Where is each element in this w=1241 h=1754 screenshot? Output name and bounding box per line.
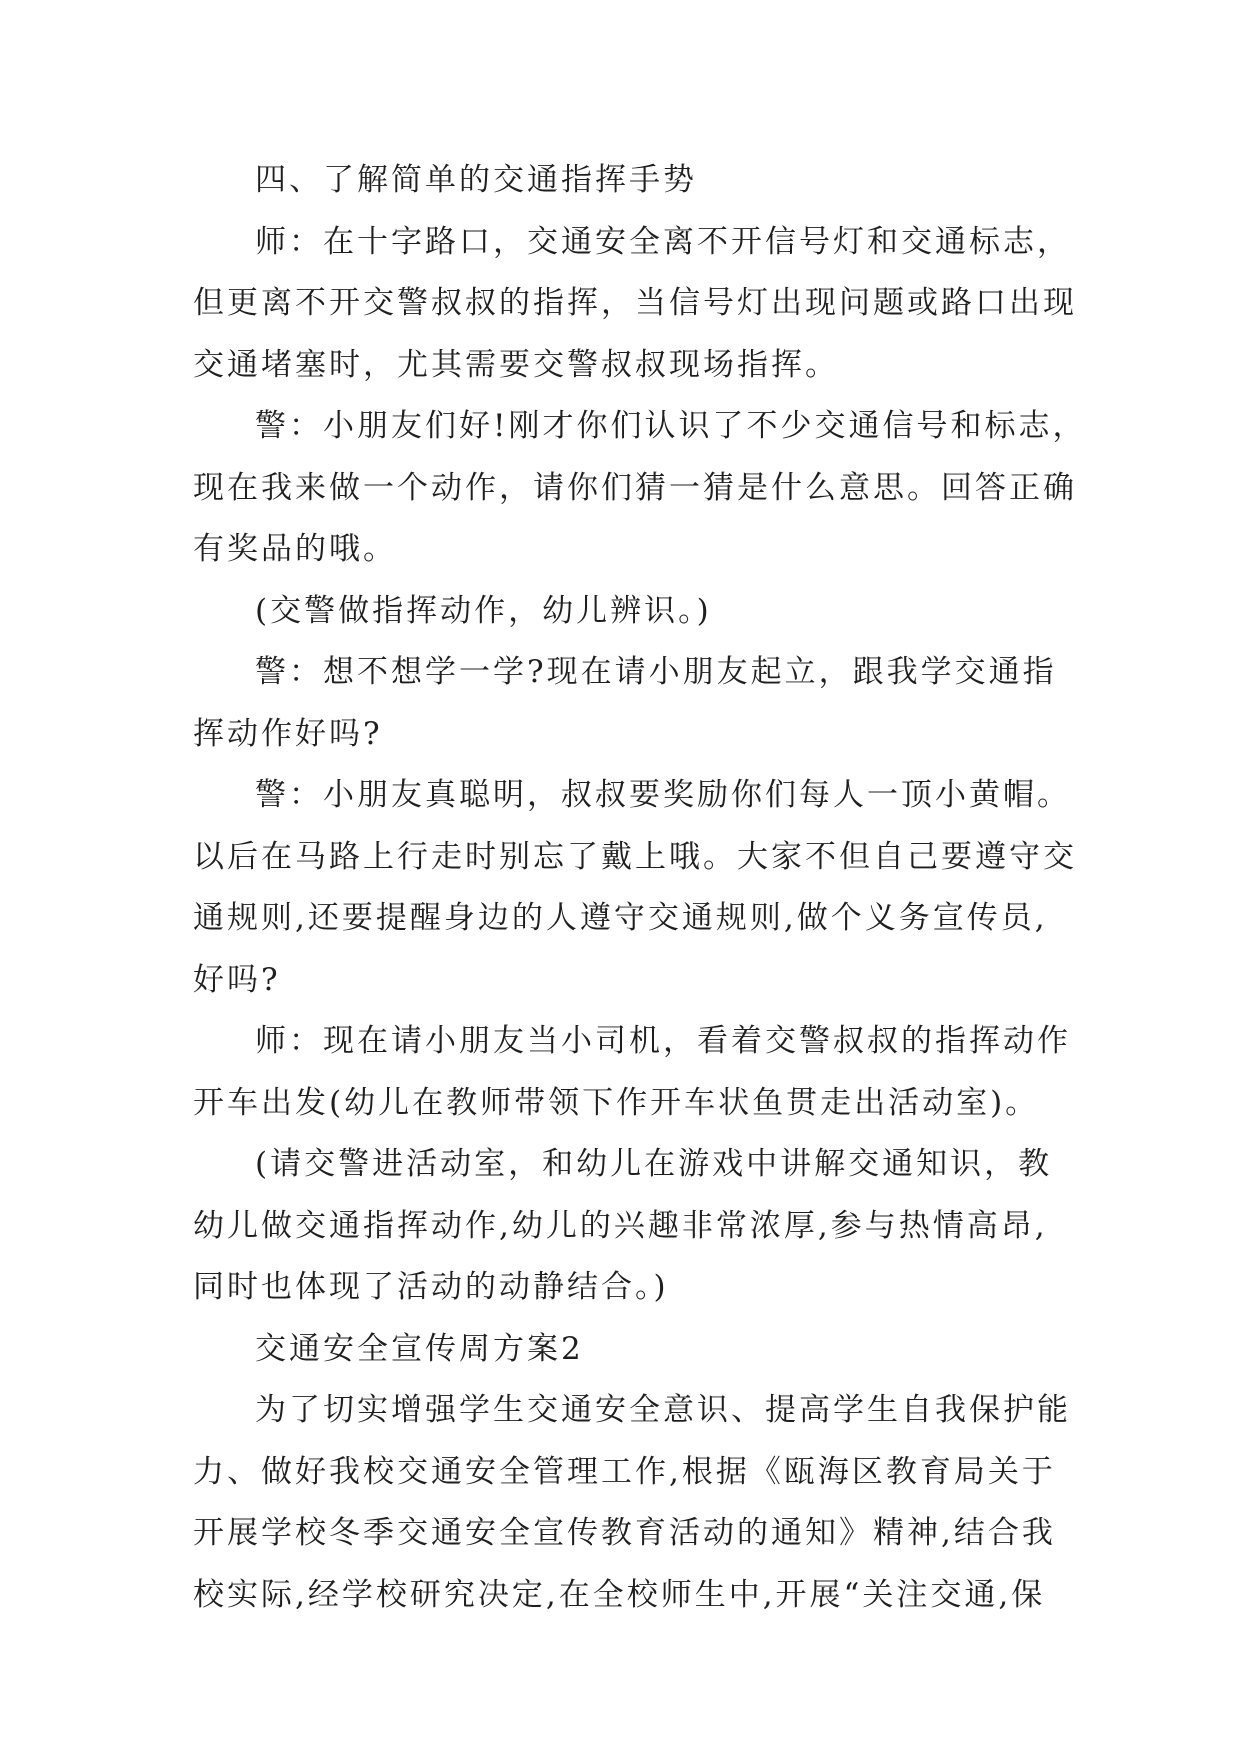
paragraph-line: 警：小朋友真聪明，叔叔要奖励你们每人一顶小黄帽。	[255, 777, 1071, 813]
paragraph-line: 好吗?	[193, 961, 281, 998]
paragraph-line: (请交警进活动室，和幼儿在游戏中讲解交通知识，教	[255, 1146, 1053, 1182]
paragraph-line: 现在我来做一个动作，请你们猜一猜是什么意思。回答正确	[193, 469, 1077, 506]
paragraph-line: 开展学校冬季交通安全宣传教育活动的通知》精神,结合我	[193, 1515, 1056, 1551]
document-body	[193, 150, 1087, 1626]
section-title: 交通安全宣传周方案2	[255, 1330, 584, 1367]
paragraph-line: 同时也体现了活动的动静结合。)	[193, 1269, 669, 1305]
paragraph-line: 力、做好我校交通安全管理工作,根据《瓯海区教育局关于	[193, 1453, 1056, 1490]
paragraph-line: 交通堵塞时，尤其需要交警叔叔现场指挥。	[193, 346, 839, 383]
section-heading: 四、了解简单的交通指挥手势	[255, 162, 697, 198]
paragraph-line: 校实际,经学校研究决定,在全校师生中,开展“关注交通,保	[193, 1576, 1046, 1613]
paragraph-line: 幼儿做交通指挥动作,幼儿的兴趣非常浓厚,参与热情高昂,	[193, 1207, 1048, 1244]
paragraph-line: 有奖品的哦。	[193, 531, 397, 567]
paragraph-line: 通规则,还要提醒身边的人遵守交通规则,做个义务宣传员,	[193, 900, 1048, 936]
paragraph-line: 师：现在请小朋友当小司机，看着交警叔叔的指挥动作	[255, 1023, 1071, 1059]
paragraph-line: 以后在马路上行走时别忘了戴上哦。大家不但自己要遵守交	[193, 838, 1077, 875]
paragraph-line: 警：小朋友们好!刚才你们认识了不少交通信号和标志，	[255, 408, 1087, 444]
paragraph-line: 挥动作好吗?	[193, 715, 383, 752]
paragraph-line: 开车出发(幼儿在教师带领下作开车状鱼贯走出活动室)。	[193, 1084, 1040, 1121]
paragraph-line: 但更离不开交警叔叔的指挥，当信号灯出现问题或路口出现	[193, 285, 1077, 321]
paragraph-line: (交警做指挥动作，幼儿辨识。)	[255, 592, 712, 629]
paragraph-line: 师：在十字路口，交通安全离不开信号灯和交通标志，	[255, 223, 1071, 260]
paragraph-line: 为了切实增强学生交通安全意识、提高学生自我保护能	[255, 1392, 1071, 1428]
paragraph-line: 警：想不想学一学?现在请小朋友起立，跟我学交通指	[255, 654, 1057, 690]
